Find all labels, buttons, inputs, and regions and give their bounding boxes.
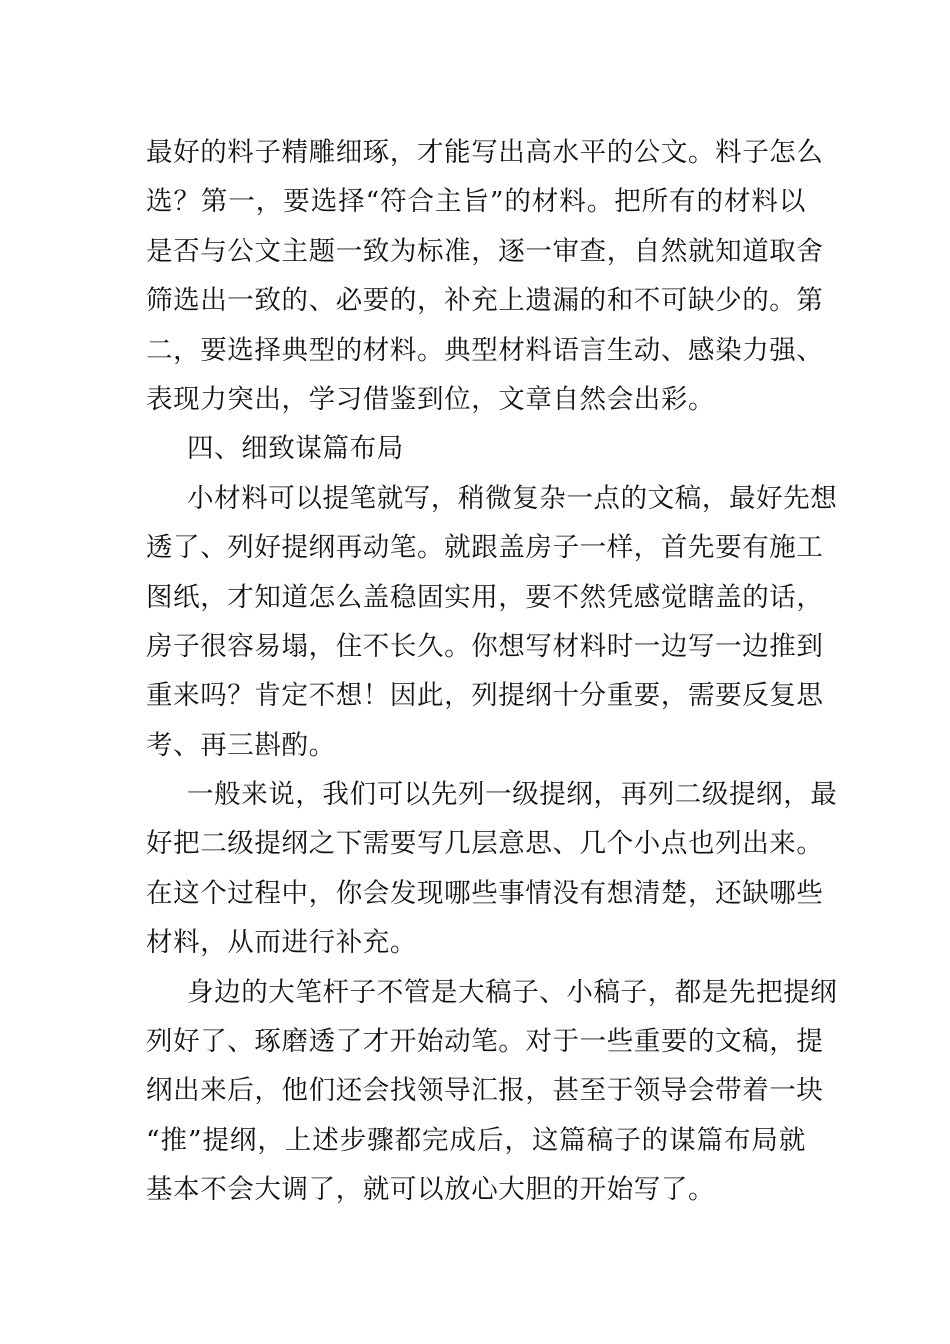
text-line: 一般来说，我们可以先列一级提纲，再列二级提纲，最 bbox=[187, 779, 838, 811]
text-line: 表现力突出，学习借鉴到位，文章自然会出彩。 bbox=[146, 383, 716, 415]
text-line: 透了、列好提纲再动笔。就跟盖房子一样，首先要有施工 bbox=[146, 532, 824, 564]
text-line: 房子很容易塌，住不长久。你想写材料时一边写一边推到 bbox=[146, 630, 824, 662]
text-line: 是否与公文主题一致为标准，逐一审查，自然就知道取舍 bbox=[146, 235, 824, 267]
text-line: 重来吗？肯定不想！因此，列提纲十分重要，需要反复思 bbox=[146, 680, 824, 712]
text-line: 材料，从而进行补充。 bbox=[146, 927, 417, 959]
text-line: 筛选出一致的、必要的，补充上遗漏的和不可缺少的。第 bbox=[146, 285, 824, 317]
text-line: 选？第一，要选择“符合主旨”的材料。把所有的材料以 bbox=[146, 186, 806, 218]
text-line: 基本不会大调了，就可以放心大胆的开始写了。 bbox=[146, 1174, 716, 1206]
document-body bbox=[146, 128, 838, 1215]
section-heading: 四、细致谋篇布局 bbox=[187, 433, 404, 465]
text-line: 身边的大笔杆子不管是大稿子、小稿子，都是先把提纲 bbox=[187, 976, 838, 1008]
text-line: 好把二级提纲之下需要写几层意思、几个小点也列出来。 bbox=[146, 828, 824, 860]
text-line: 考、再三斟酌。 bbox=[146, 729, 336, 761]
text-line: 在这个过程中，你会发现哪些事情没有想清楚，还缺哪些 bbox=[146, 877, 824, 909]
text-line: “推”提纲，上述步骤都完成后，这篇稿子的谋篇布局就 bbox=[146, 1124, 806, 1156]
text-line: 列好了、琢磨透了才开始动笔。对于一些重要的文稿，提 bbox=[146, 1026, 824, 1058]
text-line: 纲出来后，他们还会找领导汇报，甚至于领导会带着一块 bbox=[146, 1075, 824, 1107]
text-line: 最好的料子精雕细琢，才能写出高水平的公文。料子怎么 bbox=[146, 137, 824, 168]
text-line: 图纸，才知道怎么盖稳固实用，要不然凭感觉瞎盖的话， bbox=[146, 581, 824, 613]
text-line: 二，要选择典型的材料。典型材料语言生动、感染力强、 bbox=[146, 334, 824, 366]
text-line: 小材料可以提笔就写，稍微复杂一点的文稿，最好先想 bbox=[187, 482, 838, 514]
